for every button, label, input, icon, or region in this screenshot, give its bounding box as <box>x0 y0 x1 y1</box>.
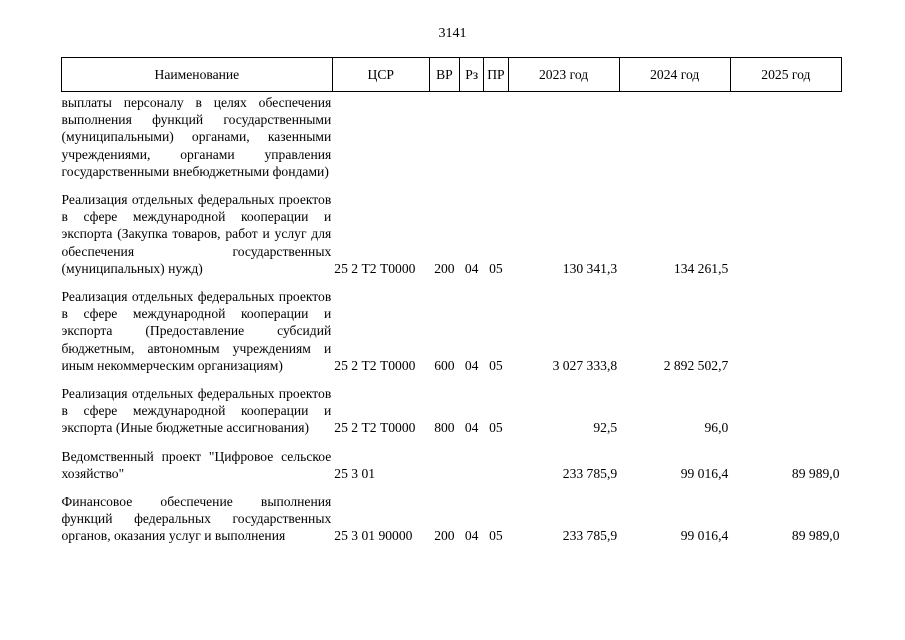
row-rz: 04 <box>464 528 479 544</box>
row-2024: 2 892 502,7 <box>663 357 729 373</box>
table-row <box>62 180 842 277</box>
row-2023: 233 785,9 <box>562 528 618 544</box>
header-2023: 2023 год <box>508 58 619 92</box>
row-2025 <box>730 92 841 181</box>
page-number: 3141 <box>438 26 467 41</box>
table-header-row <box>62 58 842 92</box>
row-rz: 04 <box>464 357 479 373</box>
header-2024: 2024 год <box>619 58 730 92</box>
row-vr: 600 <box>434 357 455 373</box>
row-2023 <box>508 92 619 181</box>
row-name: Финансовое обеспечение выполнения функций федеральных государственных органов, оказания услуг и выполнения <box>61 494 332 544</box>
header-name: Наименование <box>62 58 333 92</box>
row-name: Реализация отдельных федеральных проектов в сфере международной кооперации и экспорта (Закупка товаров, работ и услуг для обеспечения государственных (муниципальных) нужд) <box>61 192 332 276</box>
header-pr: ПР <box>484 58 508 92</box>
row-name: Ведомственный проект "Цифровое сельское хозяйство" <box>61 448 332 481</box>
row-pr <box>484 437 508 482</box>
row-pr: 05 <box>489 357 503 373</box>
row-2023: 3 027 333,8 <box>552 357 618 373</box>
row-csr <box>332 92 429 181</box>
row-csr: 25 3 01 <box>334 465 376 481</box>
row-pr: 05 <box>489 528 503 544</box>
row-pr: 05 <box>489 420 503 436</box>
table-row <box>62 482 842 545</box>
row-2023: 233 785,9 <box>562 465 618 481</box>
row-pr: 05 <box>489 260 503 276</box>
budget-table <box>61 57 842 545</box>
row-csr: 25 2 Т2 Т0000 <box>334 357 416 373</box>
row-name: выплаты персоналу в целях обеспечения выполнения функций государственными (муниципальными) органами, казенными учреждениями, органами управления государственными внебюджетными фондами) <box>61 95 332 179</box>
row-pr <box>484 92 508 181</box>
row-2025 <box>730 277 841 374</box>
table-row <box>62 374 842 437</box>
row-2025: 89 989,0 <box>791 528 840 544</box>
table-row <box>62 92 842 181</box>
row-rz <box>460 437 484 482</box>
row-2025 <box>730 374 841 437</box>
row-2025 <box>730 180 841 277</box>
row-2025: 89 989,0 <box>791 465 840 481</box>
row-vr: 200 <box>434 528 455 544</box>
row-vr <box>429 437 459 482</box>
row-rz: 04 <box>464 420 479 436</box>
row-2023: 130 341,3 <box>562 260 618 276</box>
row-name: Реализация отдельных федеральных проектов в сфере международной кооперации и экспорта (Иные бюджетные ассигнования) <box>61 386 332 436</box>
header-2025: 2025 год <box>730 58 841 92</box>
row-2024: 134 261,5 <box>673 260 729 276</box>
row-rz <box>460 92 484 181</box>
row-vr: 200 <box>434 260 455 276</box>
row-2024 <box>619 92 730 181</box>
row-2024: 96,0 <box>704 420 729 436</box>
row-2023: 92,5 <box>593 420 618 436</box>
header-vr: ВР <box>429 58 459 92</box>
row-csr: 25 2 Т2 Т0000 <box>334 420 416 436</box>
row-2024: 99 016,4 <box>680 528 729 544</box>
table-row <box>62 277 842 374</box>
row-csr: 25 2 Т2 Т0000 <box>334 260 416 276</box>
header-csr: ЦСР <box>332 58 429 92</box>
row-rz: 04 <box>464 260 479 276</box>
row-name: Реализация отдельных федеральных проектов в сфере международной кооперации и экспорта (Предоставление субсидий бюджетным, автономным учреждениям и иным некоммерческим организациям) <box>61 289 332 373</box>
row-2024: 99 016,4 <box>680 465 729 481</box>
row-vr: 800 <box>434 420 455 436</box>
header-rz: Рз <box>460 58 484 92</box>
row-vr <box>429 92 459 181</box>
row-csr: 25 3 01 90000 <box>334 528 413 544</box>
table-row <box>62 437 842 482</box>
